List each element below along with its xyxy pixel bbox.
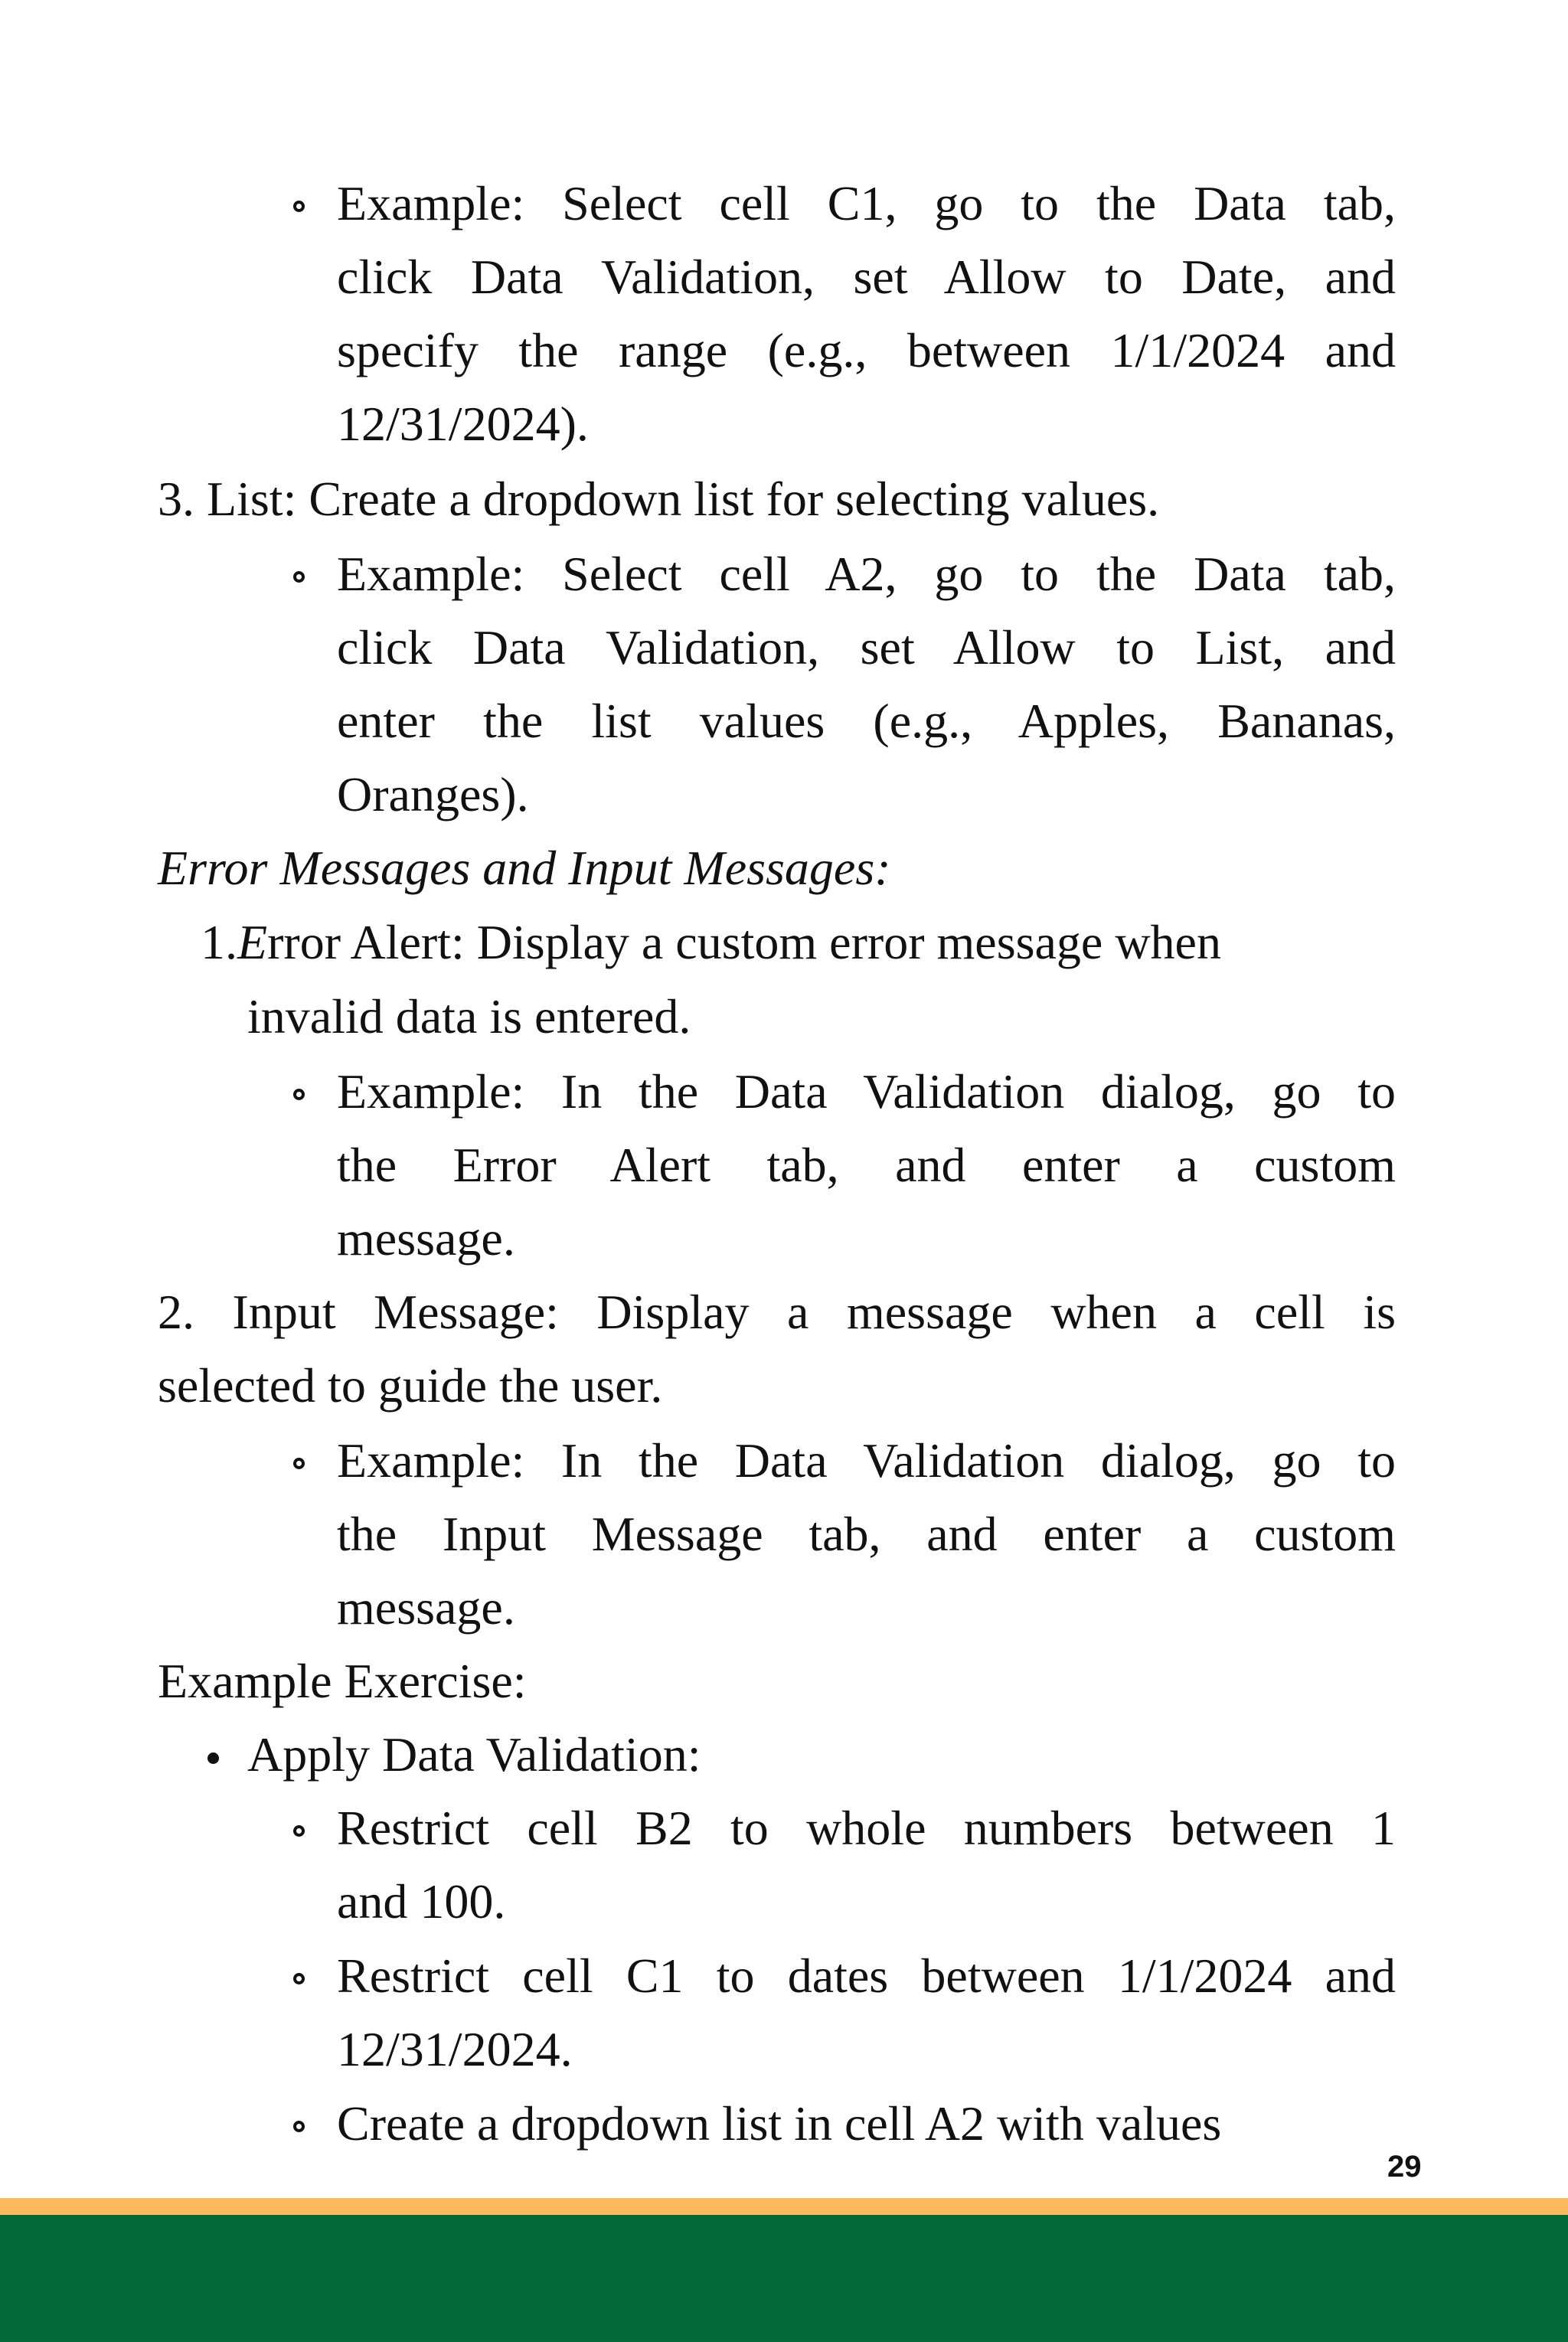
- hollow-bullet-icon: [293, 1825, 305, 1837]
- hollow-bullet-icon: [293, 1458, 305, 1469]
- page-number: 29: [1387, 2150, 1422, 2184]
- error-alert-initial: E: [237, 915, 268, 969]
- exercise-item-line: 12/31/2024.: [337, 2022, 573, 2076]
- hollow-bullet-icon: [293, 201, 305, 212]
- hollow-bullet-icon: [293, 571, 305, 583]
- input-example-line: message.: [337, 1580, 515, 1635]
- date-example-line: specify the range (e.g., between 1/1/2024 and: [337, 323, 1396, 377]
- date-example-line: click Data Validation, set Allow to Date, and: [337, 250, 1396, 304]
- error-alert-number: 1.: [201, 915, 237, 969]
- input-example-line: Example: In the Data Validation dialog, go to: [337, 1433, 1396, 1488]
- hollow-bullet-icon: [293, 2121, 305, 2132]
- list-item-heading: 3. List: Create a dropdown list for selecting values.: [158, 472, 1160, 526]
- error-example-line: Example: In the Data Validation dialog, go to: [337, 1064, 1396, 1119]
- input-example-line: the Input Message tab, and enter a custom: [337, 1507, 1396, 1561]
- exercise-item-line: Create a dropdown list in cell A2 with values: [337, 2096, 1222, 2151]
- error-alert-text: rror Alert: Display a custom error message when: [267, 915, 1221, 969]
- exercise-heading: Example Exercise:: [158, 1654, 527, 1708]
- error-alert-line: [201, 906, 1221, 979]
- exercise-item-line: Restrict cell B2 to whole numbers between 1: [337, 1801, 1396, 1855]
- list-example-line: Oranges).: [337, 767, 529, 821]
- date-example-line: Example: Select cell C1, go to the Data tab,: [337, 176, 1396, 230]
- footer-accent-stripe: [0, 2198, 1568, 2215]
- hollow-bullet-icon: [293, 1973, 305, 1984]
- exercise-item-line: Restrict cell C1 to dates between 1/1/2024 and: [337, 1948, 1396, 2003]
- input-message-line: selected to guide the user.: [158, 1358, 663, 1413]
- error-alert-line: invalid data is entered.: [247, 989, 691, 1044]
- error-example-line: the Error Alert tab, and enter a custom: [337, 1138, 1396, 1192]
- exercise-bullet: Apply Data Validation:: [247, 1727, 701, 1782]
- footer-band: [0, 2215, 1568, 2342]
- hollow-bullet-icon: [293, 1089, 305, 1100]
- messages-heading: Error Messages and Input Messages:: [158, 841, 891, 895]
- input-message-line: 2. Input Message: Display a message when a cell is: [158, 1285, 1396, 1339]
- solid-bullet-icon: [207, 1752, 219, 1764]
- list-example-line: click Data Validation, set Allow to List, and: [337, 620, 1396, 675]
- list-example-line: Example: Select cell A2, go to the Data tab,: [337, 547, 1396, 601]
- error-example-line: message.: [337, 1211, 515, 1266]
- list-example-line: enter the list values (e.g., Apples, Bananas,: [337, 694, 1396, 748]
- date-example-line: 12/31/2024).: [337, 397, 589, 451]
- exercise-item-line: and 100.: [337, 1874, 506, 1929]
